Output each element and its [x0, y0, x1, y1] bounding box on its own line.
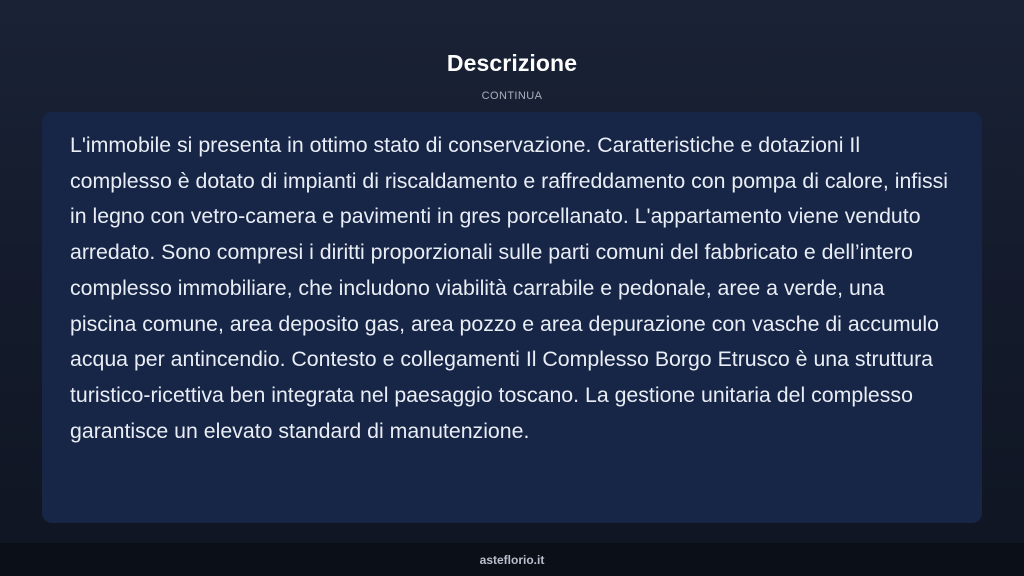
- footer-bar: [0, 543, 1024, 576]
- description-card: [42, 112, 982, 523]
- page-title: Descrizione: [446, 50, 578, 76]
- description-text: L'immobile si presenta in ottimo stato di conservazione. Caratteristiche e dotazioni Il complesso è dotato di impianti di riscaldamento e raffreddamento con pompa di calore, infissi in legno con vetro-camera e pavimenti in gres porcellanato. L'appartamento viene venduto arredato. Sono compresi i diritti proporzionali sulle parti comuni del fabbricato e dell’intero complesso immobiliare, che includono viabilità carrabile e pedonale, aree a verde, una piscina comune, area deposito gas, area pozzo e area depurazione con vasche di accumulo acqua per antincendio. Contesto e collegamenti Il Complesso Borgo Etrusco è una struttura turistico-ricettiva ben integrata nel paesaggio toscano. La gestione unitaria del complesso garantisce un elevato standard di manutenzione.: [70, 133, 948, 443]
- page-subtitle: CONTINUA: [481, 90, 543, 102]
- footer-site-label: asteflorio.it: [479, 553, 545, 567]
